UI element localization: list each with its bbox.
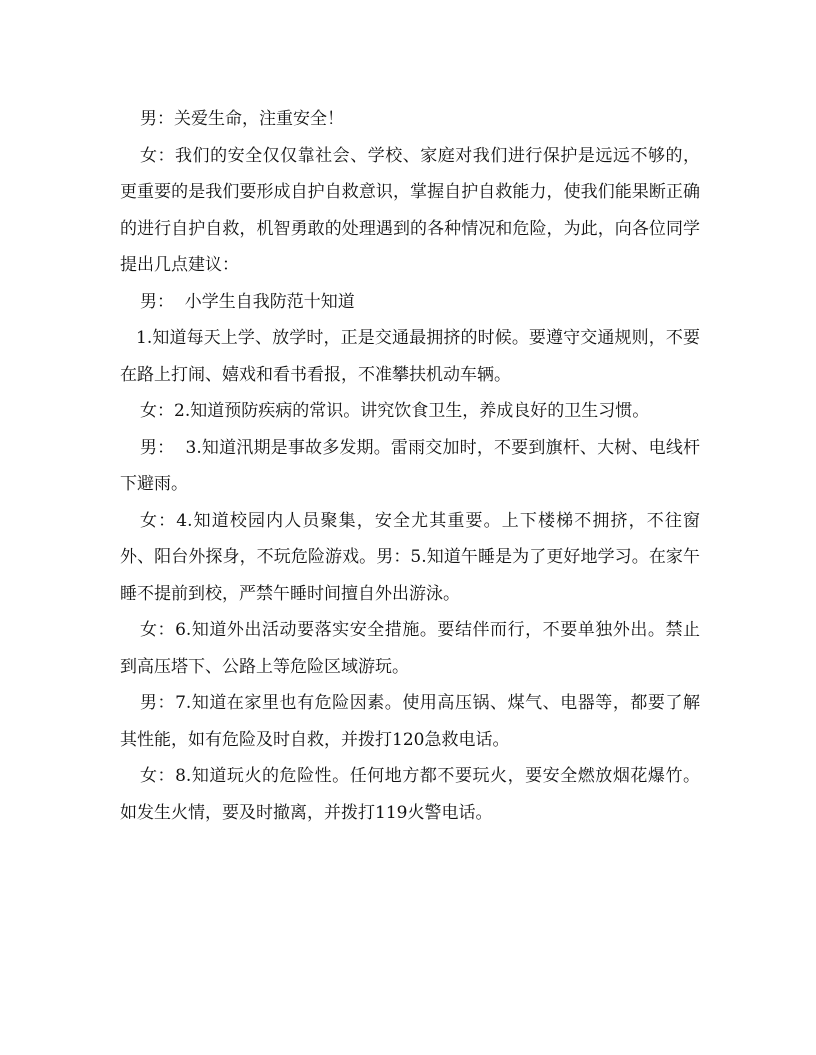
document-body <box>120 101 700 831</box>
paragraph-intro: 女：我们的安全仅仅靠社会、学校、家庭对我们进行保护是远远不够的，更重要的是我们要形成自护自救意识，掌握自护自救能力，使我们能果断正确的进行自护自救，机智勇敢的处理遇到的各种情况和危险，为此，向各位同学提出几点建议： <box>120 145 700 275</box>
paragraph-item-4-5: 女：4.知道校园内人员聚集，安全尤其重要。上下楼梯不拥挤，不往窗外、阳台外探身，不玩危险游戏。男：5.知道午睡是为了更好地学习。在家午睡不提前到校，严禁午睡时间擅自外出游泳。 <box>120 510 700 604</box>
paragraph-item-2: 女：2.知道预防疾病的常识。讲究饮食卫生，养成良好的卫生习惯。 <box>140 401 650 421</box>
paragraph-item-6: 女：6.知道外出活动要落实安全措施。要结伴而行，不要单独外出。禁止到高压塔下、公路上等危险区域游玩。 <box>120 620 700 677</box>
paragraph-heading: 男： 小学生自我防范十知道 <box>140 291 355 312</box>
paragraph-item-3: 男： 3.知道汛期是事故多发期。雷雨交加时，不要到旗杆、大树、电线杆下避雨。 <box>120 437 700 494</box>
paragraph-item-1: 1.知道每天上学、放学时，正是交通最拥挤的时候。要遵守交通规则，不要在路上打闹、嬉戏和看书看报，不准攀扶机动车辆。 <box>120 328 700 385</box>
paragraph-slogan: 男：关爱生命，注重安全！ <box>140 109 344 129</box>
paragraph-item-7: 男：7.知道在家里也有危险因素。使用高压锅、煤气、电器等，都要了解其性能，如有危险及时自救，并拨打120急救电话。 <box>120 693 700 750</box>
paragraph-item-8: 女：8.知道玩火的危险性。任何地方都不要玩火，要安全燃放烟花爆竹。如发生火情，要及时撤离，并拨打119火警电话。 <box>120 766 700 823</box>
